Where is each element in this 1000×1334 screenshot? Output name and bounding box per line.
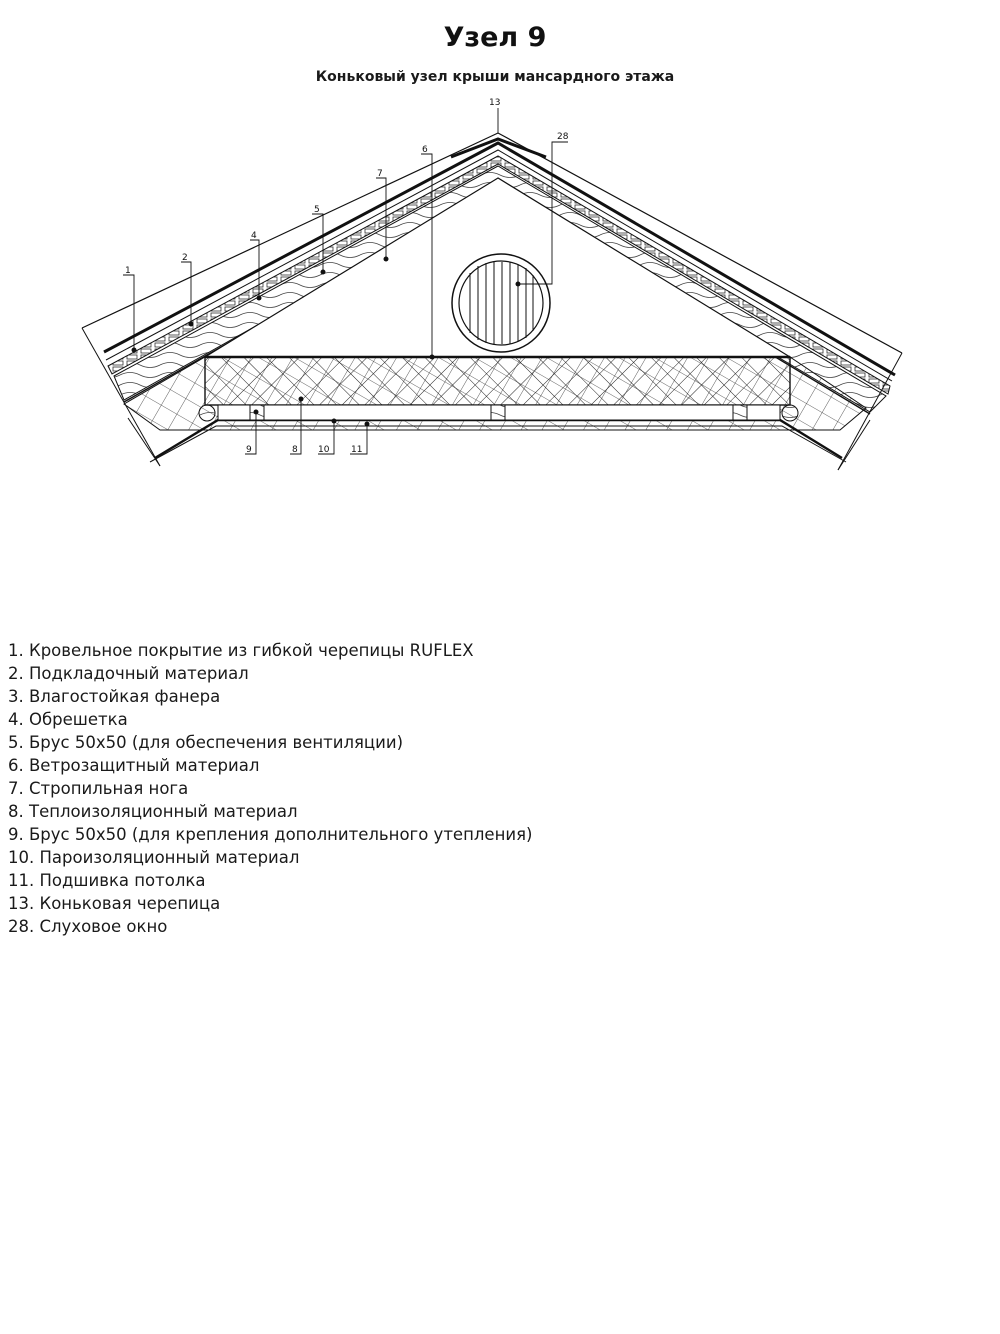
ridge-node-drawing (0, 0, 1000, 480)
callout-6: 6 (422, 145, 428, 155)
callout-28: 28 (557, 132, 569, 142)
legend-item: 1. Кровельное покрытие из гибкой черепицы RUFLEX (8, 641, 474, 660)
legend-item: 8. Теплоизоляционный материал (8, 802, 298, 821)
page-subtitle: Коньковый узел крыши мансардного этажа (315, 69, 675, 85)
legend-item: 10. Пароизоляционный материал (8, 848, 300, 867)
dormer-window-icon (452, 254, 550, 352)
callout-1: 1 (125, 266, 131, 276)
callout-5: 5 (314, 205, 320, 215)
callout-2: 2 (182, 253, 188, 263)
legend-item: 4. Обрешетка (8, 710, 128, 729)
legend-list (8, 639, 532, 938)
legend-item: 5. Брус 50х50 (для обеспечения вентиляции) (8, 733, 404, 752)
callout-4: 4 (251, 231, 257, 241)
callout-9: 9 (246, 445, 252, 455)
legend-item: 2. Подкладочный материал (8, 664, 249, 683)
callout-13: 13 (489, 98, 501, 108)
legend-item: 6. Ветрозащитный материал (8, 756, 260, 775)
legend-item: 11. Подшивка потолка (8, 871, 206, 890)
callout-7: 7 (377, 169, 383, 179)
callout-10: 10 (318, 445, 330, 455)
legend-item: 13. Коньковая черепица (8, 894, 221, 913)
callout-8: 8 (292, 445, 298, 455)
legend-item: 9. Брус 50х50 (для крепления дополнительного утепления) (8, 825, 533, 844)
legend-item: 7. Стропильная нога (8, 779, 189, 798)
legend-item: 3. Влагостойкая фанера (8, 687, 221, 706)
callout-11: 11 (351, 445, 363, 455)
page-title: Узел 9 (443, 22, 547, 53)
legend-item: 28. Слуховое окно (8, 917, 168, 936)
